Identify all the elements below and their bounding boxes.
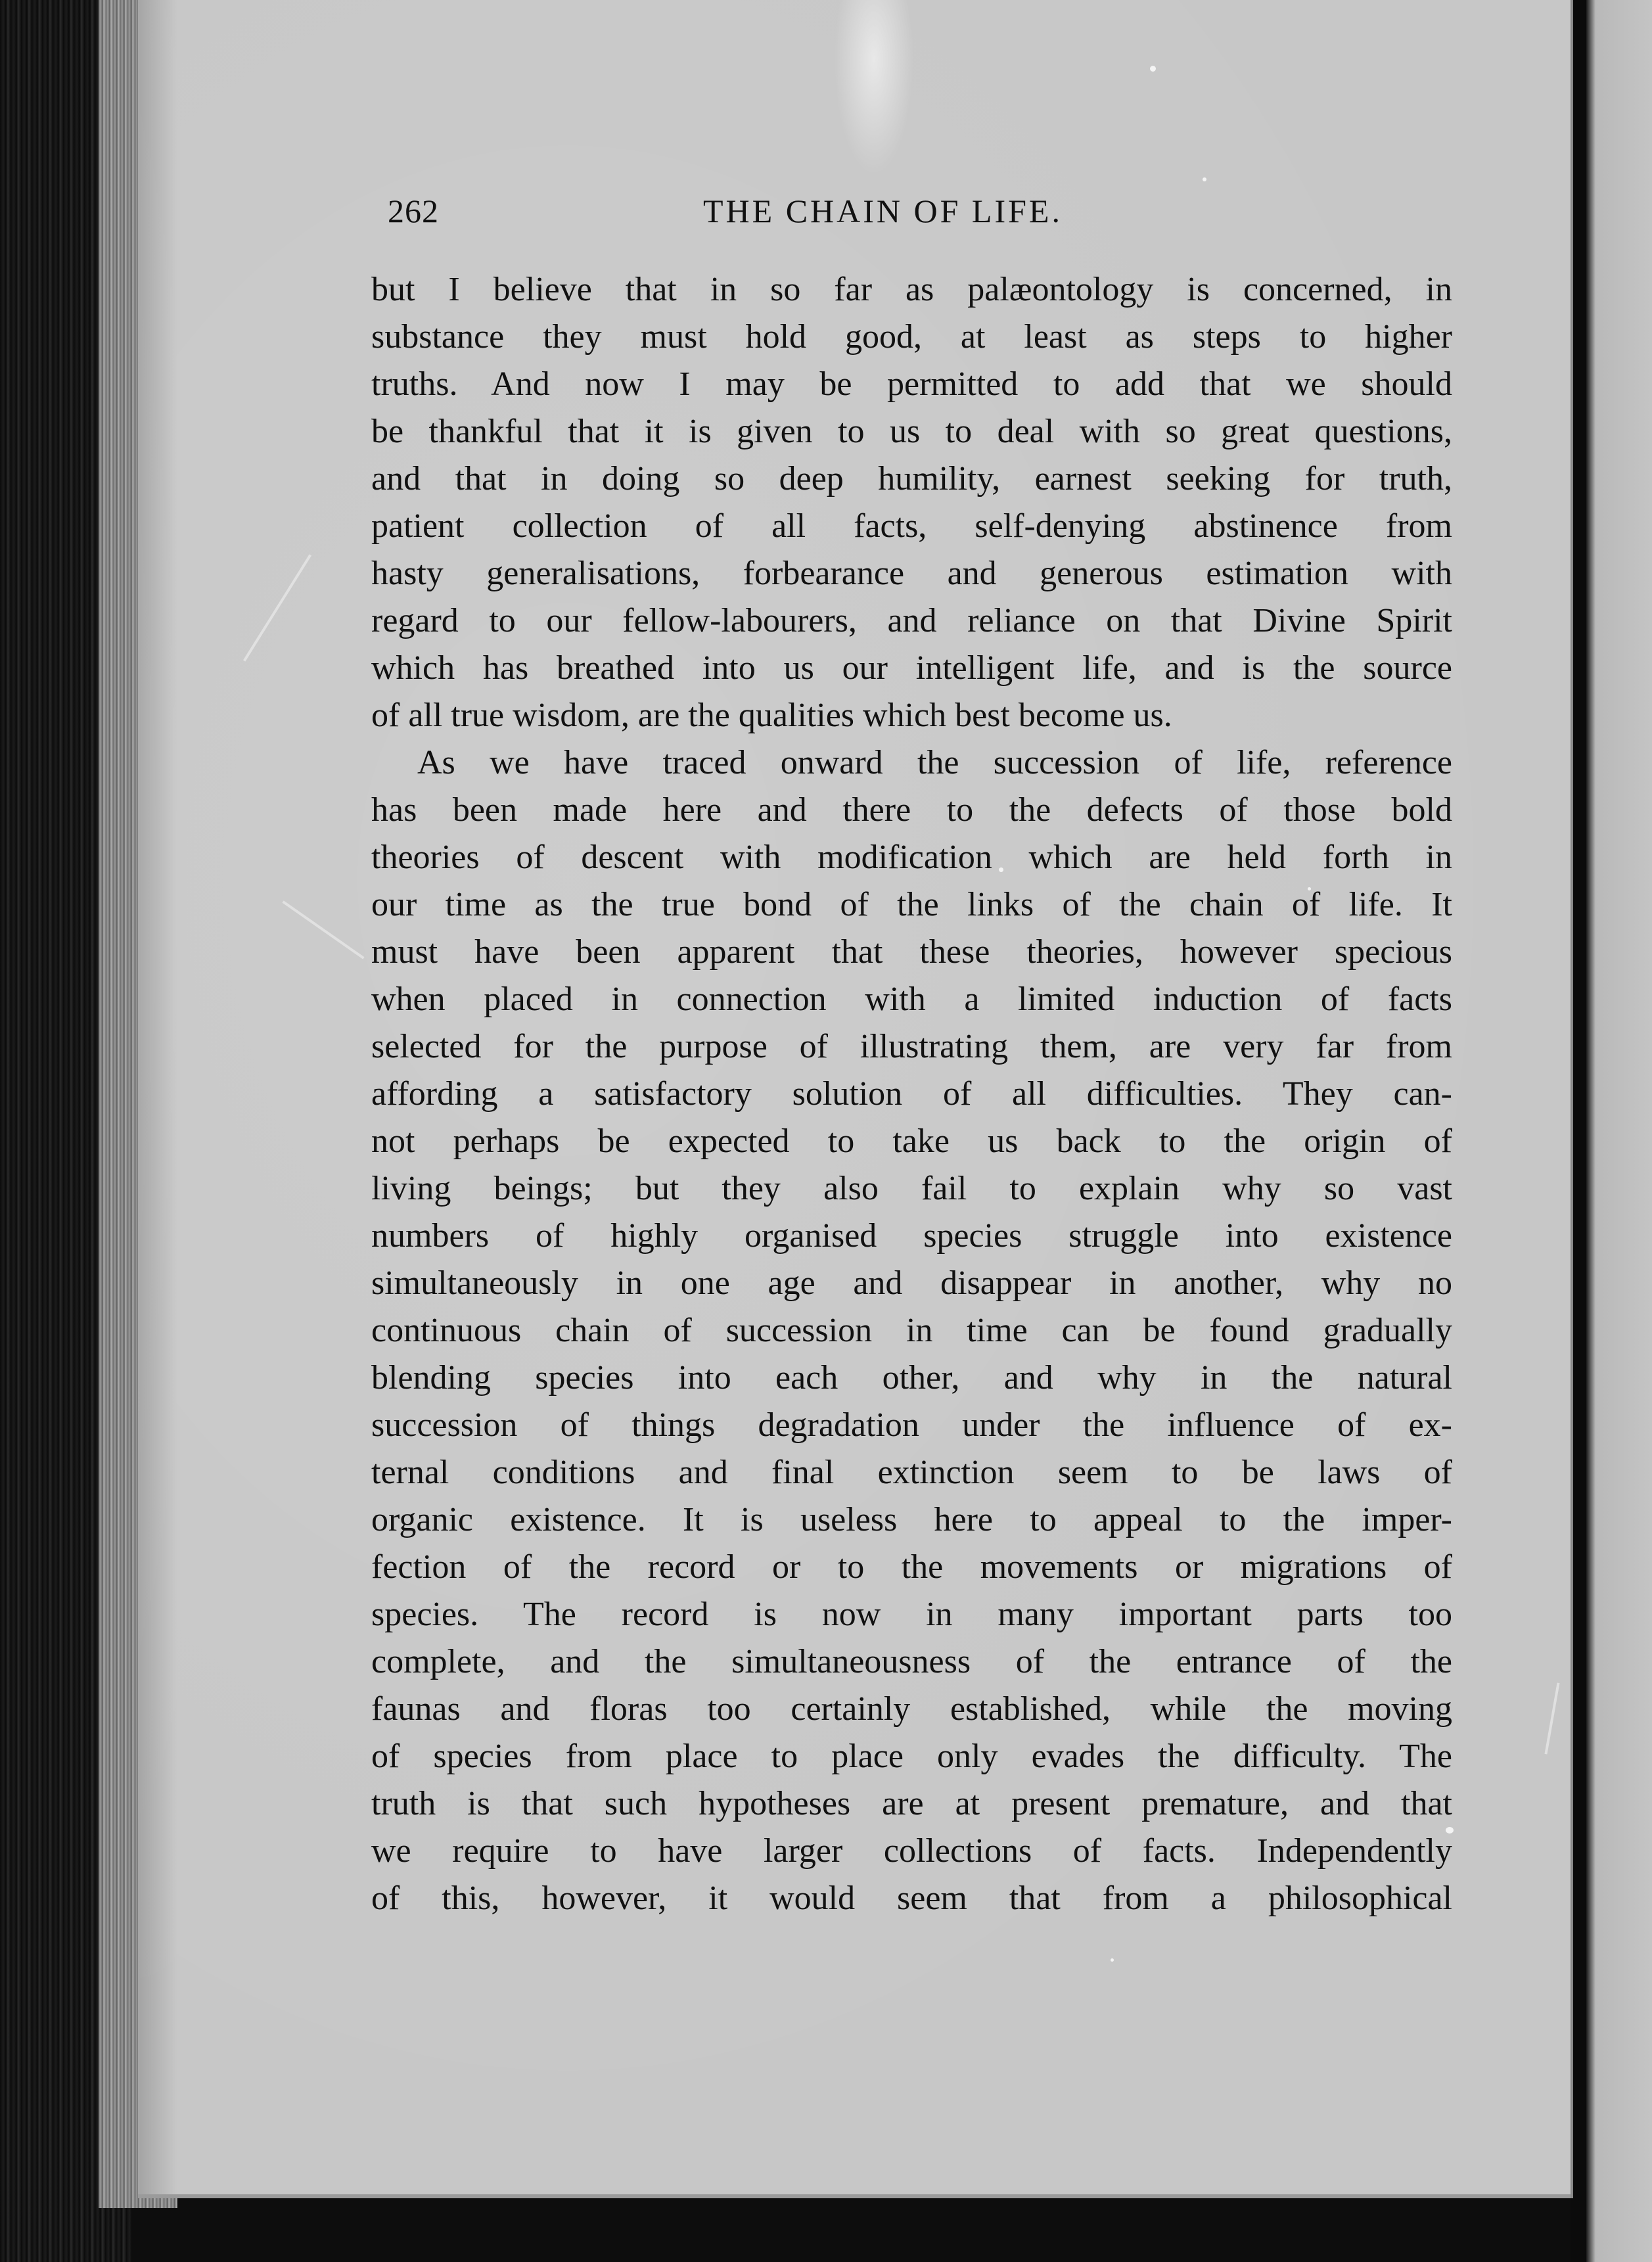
text-line: of all true wisdom, are the qualities which best become us. (371, 697, 1172, 734)
text-line: truths. And now I may be permitted to add that we should (371, 365, 1452, 403)
text-line: affording a satisfactory solution of all difficulties. They can- (371, 1075, 1452, 1113)
text-line: of this, however, it would seem that from a philosophical (371, 1880, 1452, 1917)
scratch-mark (1544, 1682, 1559, 1754)
text-line: patient collection of all facts, self-denying abstinence from (371, 507, 1452, 545)
text-line: continuous chain of succession in time can be found gradually (371, 1312, 1452, 1349)
text-line: living beings; but they also fail to explain why so vast (371, 1170, 1452, 1207)
text-line: substance they must hold good, at least as steps to higher (371, 318, 1452, 356)
text-line: we require to have larger collections of facts. Independently (371, 1832, 1452, 1870)
text-line: theories of descent with modification which are held forth in (371, 839, 1452, 876)
text-line: regard to our fellow-labourers, and reliance on that Divine Spirit (371, 602, 1452, 639)
dust-speck (1111, 1958, 1114, 1962)
text-line: be thankful that it is given to us to deal with so great questions, (371, 413, 1452, 450)
text-line: our time as the true bond of the links of the chain of life. It (371, 886, 1452, 923)
text-line: complete, and the simultaneousness of the entrance of the (371, 1643, 1452, 1680)
text-line: succession of things degradation under the influence of ex- (371, 1406, 1452, 1444)
text-line: has been made here and there to the defects of those bold (371, 791, 1452, 829)
text-line: selected for the purpose of illustrating them, are very far from (371, 1028, 1452, 1065)
text-line: of species from place to place only evades the difficulty. The (371, 1738, 1452, 1775)
text-line: hasty generalisations, forbearance and generous estimation with (371, 555, 1452, 592)
text-line: not perhaps be expected to take us back to the origin of (371, 1122, 1452, 1160)
dust-speck (1150, 66, 1156, 72)
text-line: As we have traced onward the succession of life, reference (417, 744, 1452, 781)
facing-page-edge (1586, 0, 1652, 2262)
text-line: species. The record is now in many important parts too (371, 1596, 1452, 1633)
page-number: 262 (388, 193, 439, 229)
dust-speck (1203, 177, 1206, 181)
text-line: fection of the record or to the movements or migrations of (371, 1548, 1452, 1586)
scratch-mark (243, 554, 311, 661)
paragraph-2 (371, 739, 1452, 1922)
scratch-mark (282, 900, 364, 959)
text-line: ternal conditions and final extinction seem to be laws of (371, 1454, 1452, 1491)
body-text (371, 266, 1452, 1922)
text-line: faunas and floras too certainly established, while the moving (371, 1690, 1452, 1728)
text-line: truth is that such hypotheses are at present premature, and that (371, 1785, 1452, 1822)
text-line: and that in doing so deep humility, earnest seeking for truth, (371, 460, 1452, 497)
text-line: numbers of highly organised species struggle into existence (371, 1217, 1452, 1255)
text-line: but I believe that in so far as palæontology is concerned, in (371, 271, 1452, 308)
running-head-title: THE CHAIN OF LIFE. (703, 193, 1063, 229)
text-line: when placed in connection with a limited induction of facts (371, 981, 1452, 1018)
text-line: which has breathed into us our intelligent life, and is the source (371, 649, 1452, 687)
text-line: simultaneously in one age and disappear in another, why no (371, 1264, 1452, 1302)
paragraph-1 (371, 266, 1452, 739)
text-line: organic existence. It is useless here to appeal to the imper- (371, 1501, 1452, 1538)
text-line: blending species into each other, and why in the natural (371, 1359, 1452, 1396)
running-head (388, 192, 1456, 238)
text-line: must have been apparent that these theories, however specious (371, 933, 1452, 971)
